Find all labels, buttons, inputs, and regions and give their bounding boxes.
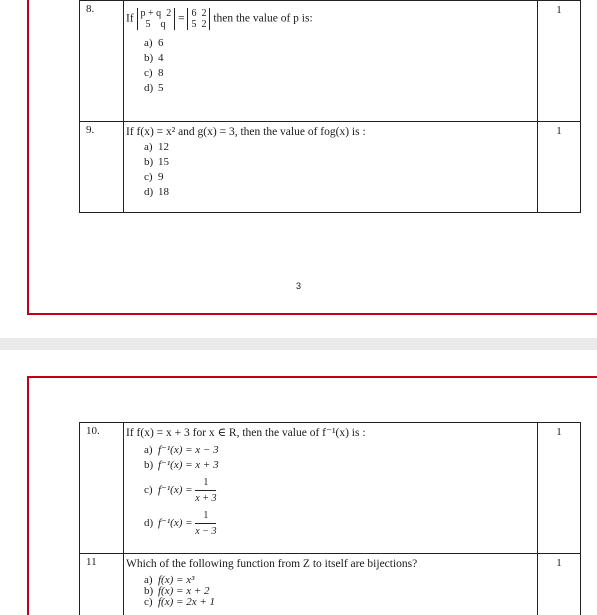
marks: 1 <box>556 125 562 137</box>
question-stem: If f(x) = x² and g(x) = 3, then the value of fog(x) is : <box>126 126 366 138</box>
question-number: 10. <box>80 423 124 553</box>
option-a: a) 12 <box>144 141 169 153</box>
option-b: b) f⁻¹(x) = x + 3 <box>144 459 219 471</box>
fraction: $\frac{1}{x - 3}$ <box>195 510 217 537</box>
option-c: c) 9 <box>144 171 164 183</box>
option-d: d) f⁻¹(x) = $\frac{1}{x - 3}$ <box>144 510 217 537</box>
option-a: a) 6 <box>144 37 164 49</box>
marks: 1 <box>556 4 562 16</box>
question-stem: Which of the following function from Z to itself are bijections? <box>126 558 418 570</box>
question-11-row <box>79 553 581 615</box>
question-body <box>124 122 538 212</box>
question-8-row <box>79 0 581 122</box>
page-border-bottom <box>27 313 597 315</box>
question-body <box>124 423 538 553</box>
question-10-row <box>79 422 581 554</box>
option-c: c) f(x) = 2x + 1 <box>144 596 215 608</box>
question-number: 9. <box>80 122 124 212</box>
fraction: $\frac{1}{x + 3}$ <box>195 477 217 504</box>
option-d: d) 18 <box>144 186 169 198</box>
question-9-row <box>79 121 581 213</box>
option-c: c) 8 <box>144 67 164 79</box>
page-number: 3 <box>295 281 301 291</box>
matrix-left: p + q 2 5 q <box>137 8 176 30</box>
marks: 1 <box>556 426 562 438</box>
matrix-right: 6 2 5 2 <box>187 8 210 30</box>
option-b: b) 4 <box>144 52 164 64</box>
page-border-left-2 <box>27 376 29 615</box>
option-d: d) 5 <box>144 82 164 94</box>
page-gap <box>0 338 597 350</box>
question-body <box>124 554 538 615</box>
option-c: c) f⁻¹(x) = $\frac{1}{x + 3}$ <box>144 477 217 504</box>
stem-prefix: If <box>126 12 134 25</box>
option-a: a) f⁻¹(x) = x − 3 <box>144 444 219 456</box>
option-a: a) f(x) = x³ <box>144 574 195 586</box>
page-border-left <box>27 0 29 314</box>
page-border-top-2 <box>27 376 597 378</box>
option-b: b) f(x) = x + 2 <box>144 585 210 597</box>
stem-suffix: then the value of p is: <box>213 12 313 25</box>
marks: 1 <box>556 557 562 569</box>
question-stem: If f(x) = x + 3 for x ∈ R, then the value of f⁻¹(x) is : <box>126 427 366 439</box>
question-body: If p + q 2 5 q = 6 2 5 2 then the value of p is: a) 6 b) 4 c) 8 d) 5 <box>124 1 538 121</box>
option-b: b) 15 <box>144 156 169 168</box>
question-number: 8. <box>80 1 124 121</box>
question-number: 11 <box>80 554 124 615</box>
